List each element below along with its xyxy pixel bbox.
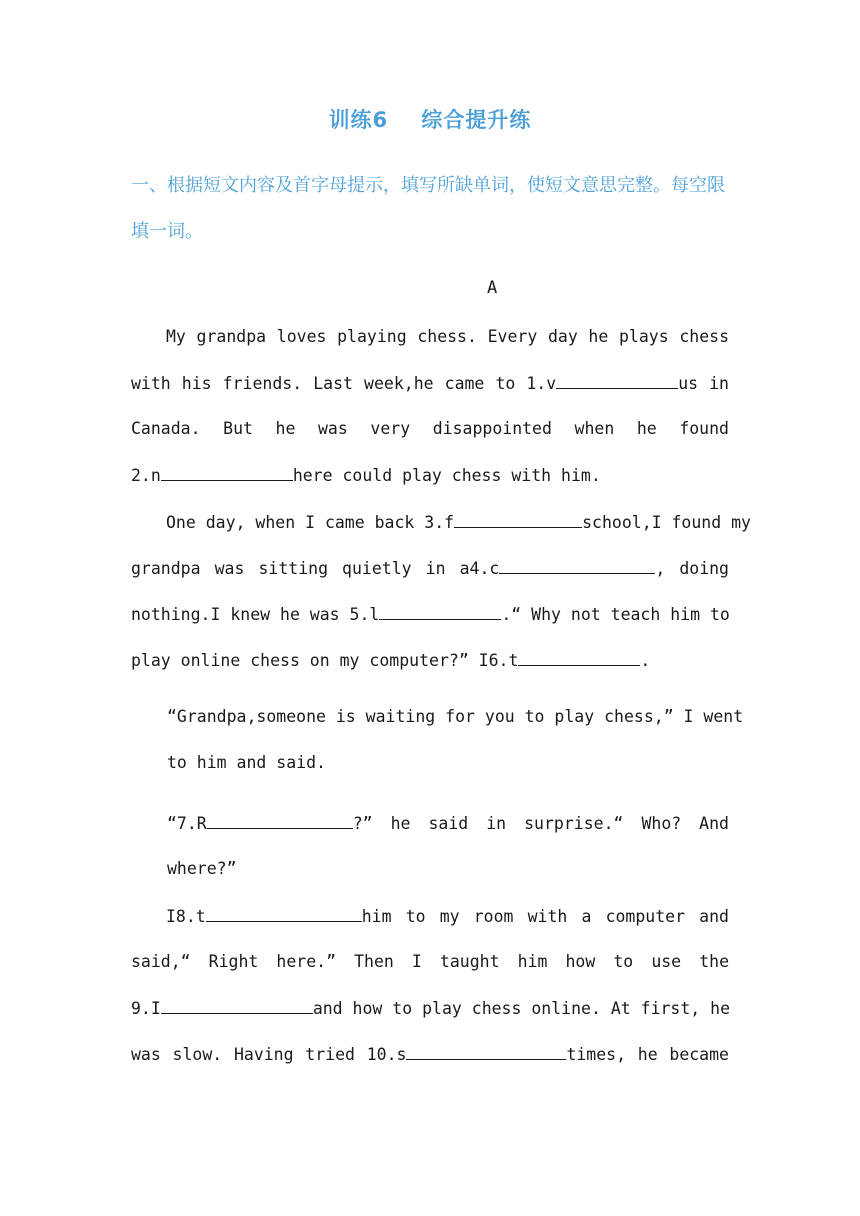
passage-line-14: said,“ Right here.” Then I taught him how to use the	[131, 952, 729, 971]
passage-line-3: Canada. But he was very disappointed when he found	[131, 419, 729, 438]
passage-text: us in	[678, 374, 729, 393]
passage-text: him to my room with a computer and	[361, 907, 729, 926]
passage-text: .“ Why not teach him to	[501, 605, 730, 624]
passage-text: times, he became	[566, 1045, 729, 1064]
blank-2[interactable]	[161, 460, 293, 481]
passage-line-13	[131, 901, 729, 931]
blank-3[interactable]	[454, 507, 582, 528]
passage-text: “7.R	[167, 814, 207, 833]
passage-text: here could play chess with him.	[292, 466, 601, 485]
passage-text: 9.I	[131, 999, 161, 1018]
passage-line-6	[131, 553, 729, 583]
blank-9[interactable]	[161, 993, 313, 1014]
passage-text: and how to play chess online. At first, he	[312, 999, 731, 1018]
passage-text: grandpa was sitting quietly in a4.c	[131, 559, 500, 578]
blank-1[interactable]	[556, 368, 678, 389]
passage-text: 2.n	[131, 466, 161, 485]
blank-10[interactable]	[406, 1039, 566, 1060]
section-label: A	[487, 278, 498, 298]
passage-line-8	[131, 645, 729, 675]
passage-line-16	[131, 1039, 729, 1069]
passage-text: ?” he said in surprise.“ Who? And	[352, 814, 729, 833]
passage-line-11	[167, 808, 729, 838]
blank-6[interactable]	[518, 645, 640, 666]
passage-line-15	[131, 993, 729, 1023]
passage-line-5	[131, 507, 751, 537]
passage-line-7	[131, 599, 729, 629]
passage-text: nothing.I knew he was 5.l	[131, 605, 380, 624]
passage-text: was slow. Having tried 10.s	[131, 1045, 407, 1064]
passage-text: school,I found my	[582, 513, 751, 532]
passage-line-2	[131, 368, 729, 398]
blank-5[interactable]	[379, 599, 501, 620]
instruction-text: 一、根据短文内容及首字母提示，填写所缺单词，使短文意思完整。每空限填一词。	[131, 175, 725, 242]
blank-7[interactable]	[207, 808, 353, 829]
passage-text: play online chess on my computer?” I6.t	[131, 651, 519, 670]
passage-text: I8.t	[166, 907, 206, 926]
passage-text: , doing	[655, 559, 729, 578]
passage-line-1: My grandpa loves playing chess. Every day he plays chess	[166, 327, 729, 346]
blank-8[interactable]	[206, 901, 362, 922]
passage-text: with his friends. Last week,he came to 1.v	[131, 374, 557, 393]
passage-text: One day, when I came back 3.f	[166, 513, 455, 532]
passage-line-4	[131, 460, 729, 490]
passage-line-12: where?”	[167, 859, 237, 878]
passage-line-9: “Grandpa,someone is waiting for you to play chess,” I went	[167, 707, 744, 726]
passage-line-10: to him and said.	[167, 753, 326, 772]
passage-text: .	[640, 651, 651, 670]
page-title: 训练6 综合提升练	[328, 108, 532, 132]
blank-4[interactable]	[499, 553, 655, 574]
